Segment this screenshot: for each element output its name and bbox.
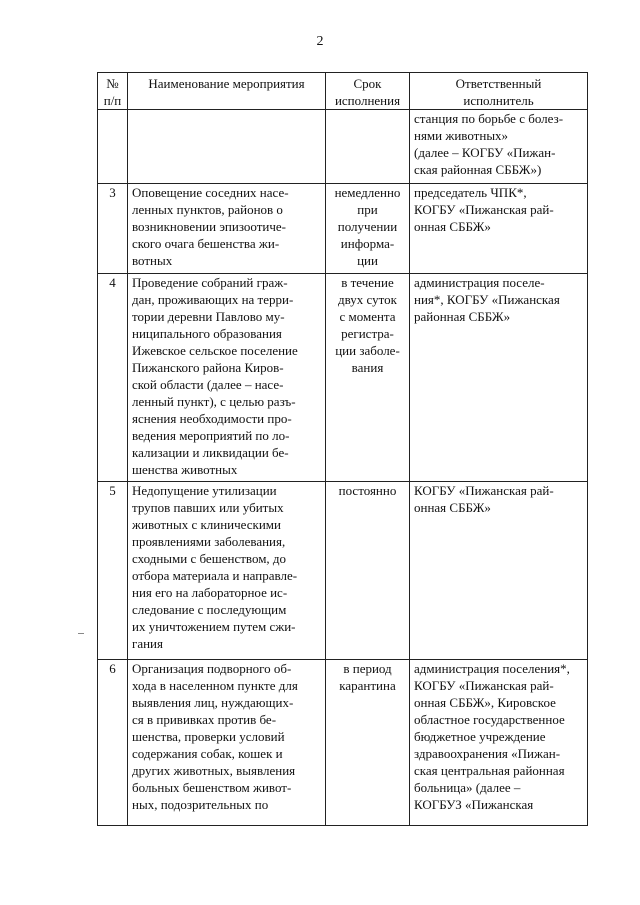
responsible-line: председатель ЧПК*,	[414, 185, 527, 200]
measure-name-line: Недопущение утилизации	[132, 483, 277, 498]
header-measure-name	[128, 73, 326, 110]
deadline-line: постоянно	[338, 483, 397, 498]
header-line: Ответственный	[455, 76, 542, 91]
measure-name-line: тории деревни Павлово му-	[132, 309, 285, 324]
deadline-line: при	[357, 202, 378, 217]
deadline-line: карантина	[339, 678, 396, 693]
measure-name-line: вотных	[132, 253, 173, 268]
measure-name-line: ся в прививках против бе-	[132, 712, 277, 727]
responsible-cell	[410, 110, 588, 184]
responsible-line: станция по борьбе с болез-	[414, 111, 564, 126]
measure-name-line: ных, подозрительных по	[132, 797, 269, 812]
measure-name-line: кализации и ликвидации бе-	[132, 445, 289, 460]
responsible-line: КОГБУ «Пижанская рай-	[414, 202, 554, 217]
responsible-line: районная СББЖ»	[414, 309, 511, 324]
responsible-line: онная СББЖ»	[414, 219, 491, 234]
row-number: 6	[98, 660, 128, 826]
header-responsible	[410, 73, 588, 110]
measure-name-line: проявлениями заболевания,	[132, 534, 286, 549]
responsible-line: больница» (далее –	[414, 780, 521, 795]
responsible-line: КОГБУЗ «Пижанская	[414, 797, 534, 812]
measure-name-line: животных с клиническими	[132, 517, 281, 532]
measure-name-line: ского очага бешенства жи-	[132, 236, 280, 251]
page-number: 2	[316, 34, 324, 49]
measure-name-cell	[128, 660, 326, 826]
measure-name-line: ленных пунктов, районов о	[132, 202, 283, 217]
header-line: п/п	[103, 93, 122, 108]
deadline-cell	[326, 660, 410, 826]
measure-name-cell	[128, 482, 326, 660]
measure-name-line: гания	[132, 636, 163, 651]
responsible-line: (далее – КОГБУ «Пижан-	[414, 145, 556, 160]
measure-name-line: Пижанского района Киров-	[132, 360, 284, 375]
deadline-line: информа-	[340, 236, 395, 251]
deadline-line: вания	[351, 360, 384, 375]
measure-name-line: других животных, выявления	[132, 763, 296, 778]
measure-name-line: ленный пункт), с целью разъ-	[132, 394, 296, 409]
measure-name-line: дан, проживающих на терри-	[132, 292, 294, 307]
deadline-line: немедленно	[334, 185, 401, 200]
responsible-line: ния*, КОГБУ «Пижанская	[414, 292, 560, 307]
responsible-line: ская центральная районная	[414, 763, 565, 778]
measure-name-line: яснения необходимости про-	[132, 411, 292, 426]
responsible-line: онная СББЖ», Кировское	[414, 695, 556, 710]
responsible-cell	[410, 184, 588, 274]
deadline-cell	[326, 274, 410, 482]
deadline-line: ции заболе-	[335, 343, 400, 358]
row-number: 5	[98, 482, 128, 660]
header-deadline	[326, 73, 410, 110]
table-header-row	[98, 73, 588, 110]
measure-name-cell	[128, 184, 326, 274]
responsible-line: администрация поселения*,	[414, 661, 570, 676]
measure-name-line: возникновении эпизоотиче-	[132, 219, 286, 234]
responsible-cell	[410, 274, 588, 482]
measure-name-line: их уничтожением путем сжи-	[132, 619, 296, 634]
measure-name-line: трупов павших или убитых	[132, 500, 284, 515]
measure-name-line: ниципального образования	[132, 326, 282, 341]
header-line: Срок	[353, 76, 382, 91]
header-line: Наименование мероприятия	[148, 76, 305, 91]
deadline-line: с момента	[339, 309, 396, 324]
measure-name-cell	[128, 110, 326, 184]
measures-table	[97, 72, 588, 826]
measure-name-line: хода в населенном пункте для	[132, 678, 298, 693]
measure-name-line: выявления лиц, нуждающих-	[132, 695, 294, 710]
deadline-line: в течение	[341, 275, 394, 290]
measure-name-line: шенства, проверки условий	[132, 729, 285, 744]
measure-name-line: шенства животных	[132, 462, 238, 477]
measure-name-line: сходными с бешенством, до	[132, 551, 287, 566]
responsible-line: бюджетное учреждение	[414, 729, 546, 744]
measure-name-line: Оповещение соседних насе-	[132, 185, 289, 200]
row-number: 3	[98, 184, 128, 274]
deadline-line: ции	[357, 253, 378, 268]
responsible-line: областное государственное	[414, 712, 565, 727]
responsible-line: администрация поселе-	[414, 275, 545, 290]
responsible-cell	[410, 660, 588, 826]
table-row	[98, 184, 588, 274]
deadline-line: двух суток	[338, 292, 397, 307]
header-line: исполнения	[334, 93, 401, 108]
measure-name-line: Ижевское сельское поселение	[132, 343, 298, 358]
table-row	[98, 110, 588, 184]
responsible-line: КОГБУ «Пижанская рай-	[414, 483, 554, 498]
measure-name-line: ния его на лабораторное ис-	[132, 585, 288, 600]
responsible-line: КОГБУ «Пижанская рай-	[414, 678, 554, 693]
measure-name-cell	[128, 274, 326, 482]
deadline-line: в период	[343, 661, 392, 676]
deadline-cell	[326, 482, 410, 660]
responsible-line: ская районная СББЖ»)	[414, 162, 542, 177]
row-number: 4	[98, 274, 128, 482]
header-number	[98, 73, 128, 110]
responsible-line: онная СББЖ»	[414, 500, 491, 515]
measure-name-line: Организация подворного об-	[132, 661, 292, 676]
deadline-line: регистра-	[341, 326, 394, 341]
row-number	[98, 110, 128, 184]
measure-name-line: отбора материала и направле-	[132, 568, 298, 583]
deadline-cell	[326, 184, 410, 274]
measure-name-line: ведения мероприятий по ло-	[132, 428, 290, 443]
header-line: исполнитель	[463, 93, 534, 108]
measure-name-line: больных бешенством живот-	[132, 780, 292, 795]
measure-name-line: следование с последующим	[132, 602, 287, 617]
table-row	[98, 482, 588, 660]
responsible-line: нями животных»	[414, 128, 509, 143]
responsible-cell	[410, 482, 588, 660]
measure-name-line: ской области (далее – насе-	[132, 377, 284, 392]
measure-name-line: содержания собак, кошек и	[132, 746, 283, 761]
table-row	[98, 660, 588, 826]
responsible-line: здравоохранения «Пижан-	[414, 746, 561, 761]
table-row	[98, 274, 588, 482]
deadline-cell	[326, 110, 410, 184]
measure-name-line: Проведение собраний граж-	[132, 275, 288, 290]
scan-mark	[78, 633, 84, 634]
header-line: №	[106, 76, 119, 91]
deadline-line: получении	[337, 219, 398, 234]
